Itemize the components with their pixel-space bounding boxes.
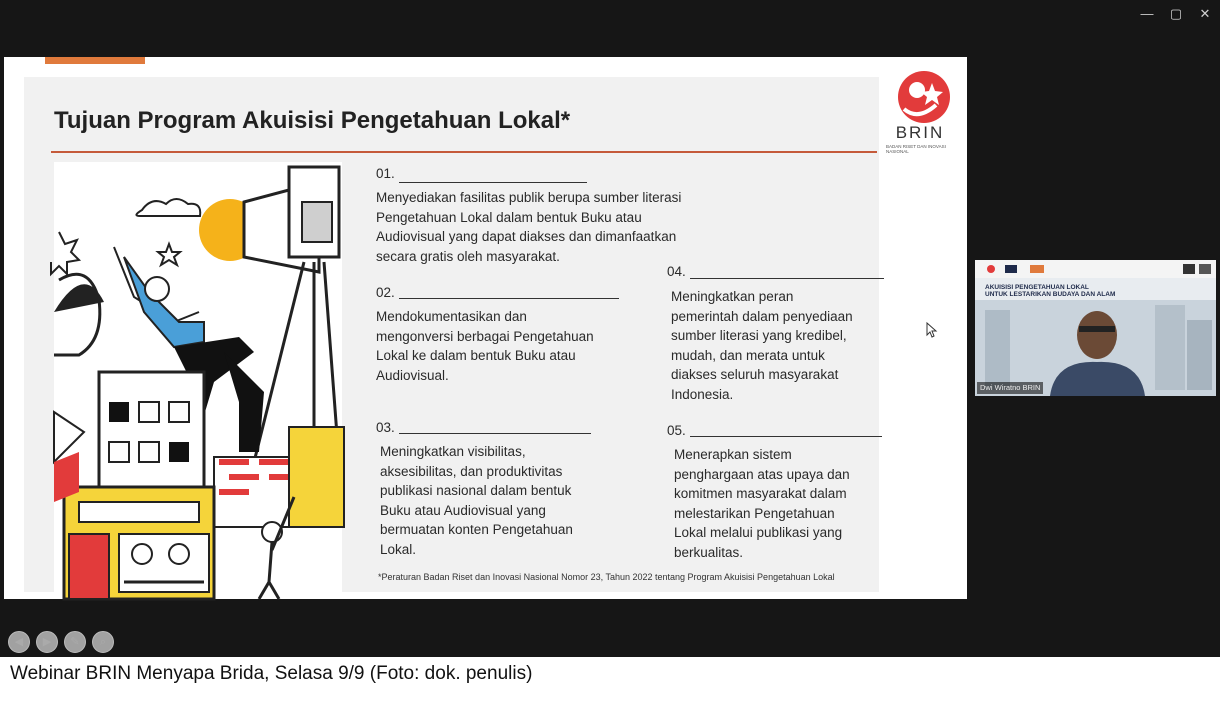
brin-subtitle: BADAN RISET DAN INOVASI NASIONAL [886,144,946,154]
item-04-line: Indonesia. [671,386,734,402]
title-divider [51,151,877,153]
item-02-line: Lokal ke dalam bentuk Buku atau [376,348,576,363]
illustration [54,162,342,599]
item-03-line: publikasi nasional dalam bentuk [380,483,572,498]
item-05-line: Menerapkan sistem [674,447,792,462]
slide-accent-tab [45,57,145,64]
item-02-text [376,307,594,385]
logo-icon [1005,265,1017,273]
item-04-line: diakses seluruh masyarakat [671,367,839,382]
item-05-number: 05. [667,423,686,438]
item-05-line: komitmen masyarakat dalam [674,486,847,501]
logo-icon [987,265,995,273]
previous-slide-icon[interactable]: ◀ [8,631,30,653]
item-02-underline [399,298,619,299]
video-title-line-1: AKUISISI PENGETAHUAN LOKAL [985,284,1089,291]
photo-caption: Webinar BRIN Menyapa Brida, Selasa 9/9 (Foto: dok. penulis) [10,663,533,684]
slide-title: Tujuan Program Akuisisi Pengetahuan Lokal* [54,107,571,134]
video-title-line-2: UNTUK LESTARIKAN BUDAYA DAN ALAM [985,291,1116,298]
item-02-number: 02. [376,285,395,300]
item-03-underline [399,433,591,434]
item-04-line: sumber literasi yang kredibel, [671,328,847,343]
video-header-bar [975,260,1216,278]
presentation-slide [4,57,967,648]
participant-name: Dwi Wiratno BRIN [977,382,1043,394]
item-02-line: Audiovisual. [376,367,449,383]
mouse-cursor-icon [926,322,938,338]
item-01-number: 01. [376,166,395,181]
item-01-line: Pengetahuan Lokal dalam bentuk Buku atau [376,209,642,225]
item-05-text [674,445,850,562]
item-01-underline [399,182,587,183]
item-04-line: mudah, dan merata untuk [671,347,825,363]
item-04-underline [690,278,884,279]
footnote: *Peraturan Badan Riset dan Inovasi Nasional Nomor 23, Tahun 2022 tentang Program Akuisisi Pengetahuan Lokal [378,572,835,582]
pen-icon[interactable]: ✎ [64,631,86,653]
item-03-line: bermuatan konten Pengetahuan [380,522,573,537]
item-05-line: penghargaan atas upaya dan [674,466,850,482]
item-01-line: secara gratis oleh masyarakat. [376,248,560,264]
zoom-icon[interactable]: ⌕ [92,631,114,653]
minimize-button[interactable]: — [1140,6,1154,21]
close-button[interactable]: ✕ [1199,6,1211,21]
participant-video-tile[interactable] [975,260,1216,396]
item-03-line: aksesibilitas, dan produktivitas [380,463,563,479]
logo-icon [1030,265,1044,273]
item-04-line: Meningkatkan peran [671,289,794,304]
next-slide-icon[interactable]: ▶ [36,631,58,653]
logo-icon [1199,264,1211,274]
item-04-number: 04. [667,264,686,279]
item-03-text [380,442,573,559]
item-01-line: Audiovisual yang dapat diakses dan dimanfaatkan [376,229,677,244]
item-03-line: Buku atau Audiovisual yang [380,502,546,518]
item-02-line: mengonversi berbagai Pengetahuan [376,328,594,344]
item-05-line: berkualitas. [674,544,744,560]
item-02-line: Mendokumentasikan dan [376,309,527,324]
logo-icon [1183,264,1195,274]
item-03-number: 03. [376,420,395,435]
item-01-text [376,188,681,266]
item-01-line: Menyediakan fasilitas publik berupa sumber literasi [376,190,682,205]
item-04-text [671,287,853,404]
maximize-button[interactable]: ▢ [1169,6,1183,21]
item-05-line: Lokal melalui publikasi yang [674,525,843,540]
item-03-line: Meningkatkan visibilitas, [380,444,526,459]
item-05-line: melestarikan Pengetahuan [674,505,835,521]
brin-wordmark: BRIN [895,123,945,142]
item-03-line: Lokal. [380,541,417,557]
item-05-underline [690,436,882,437]
item-04-line: pemerintah dalam penyediaan [671,308,853,324]
